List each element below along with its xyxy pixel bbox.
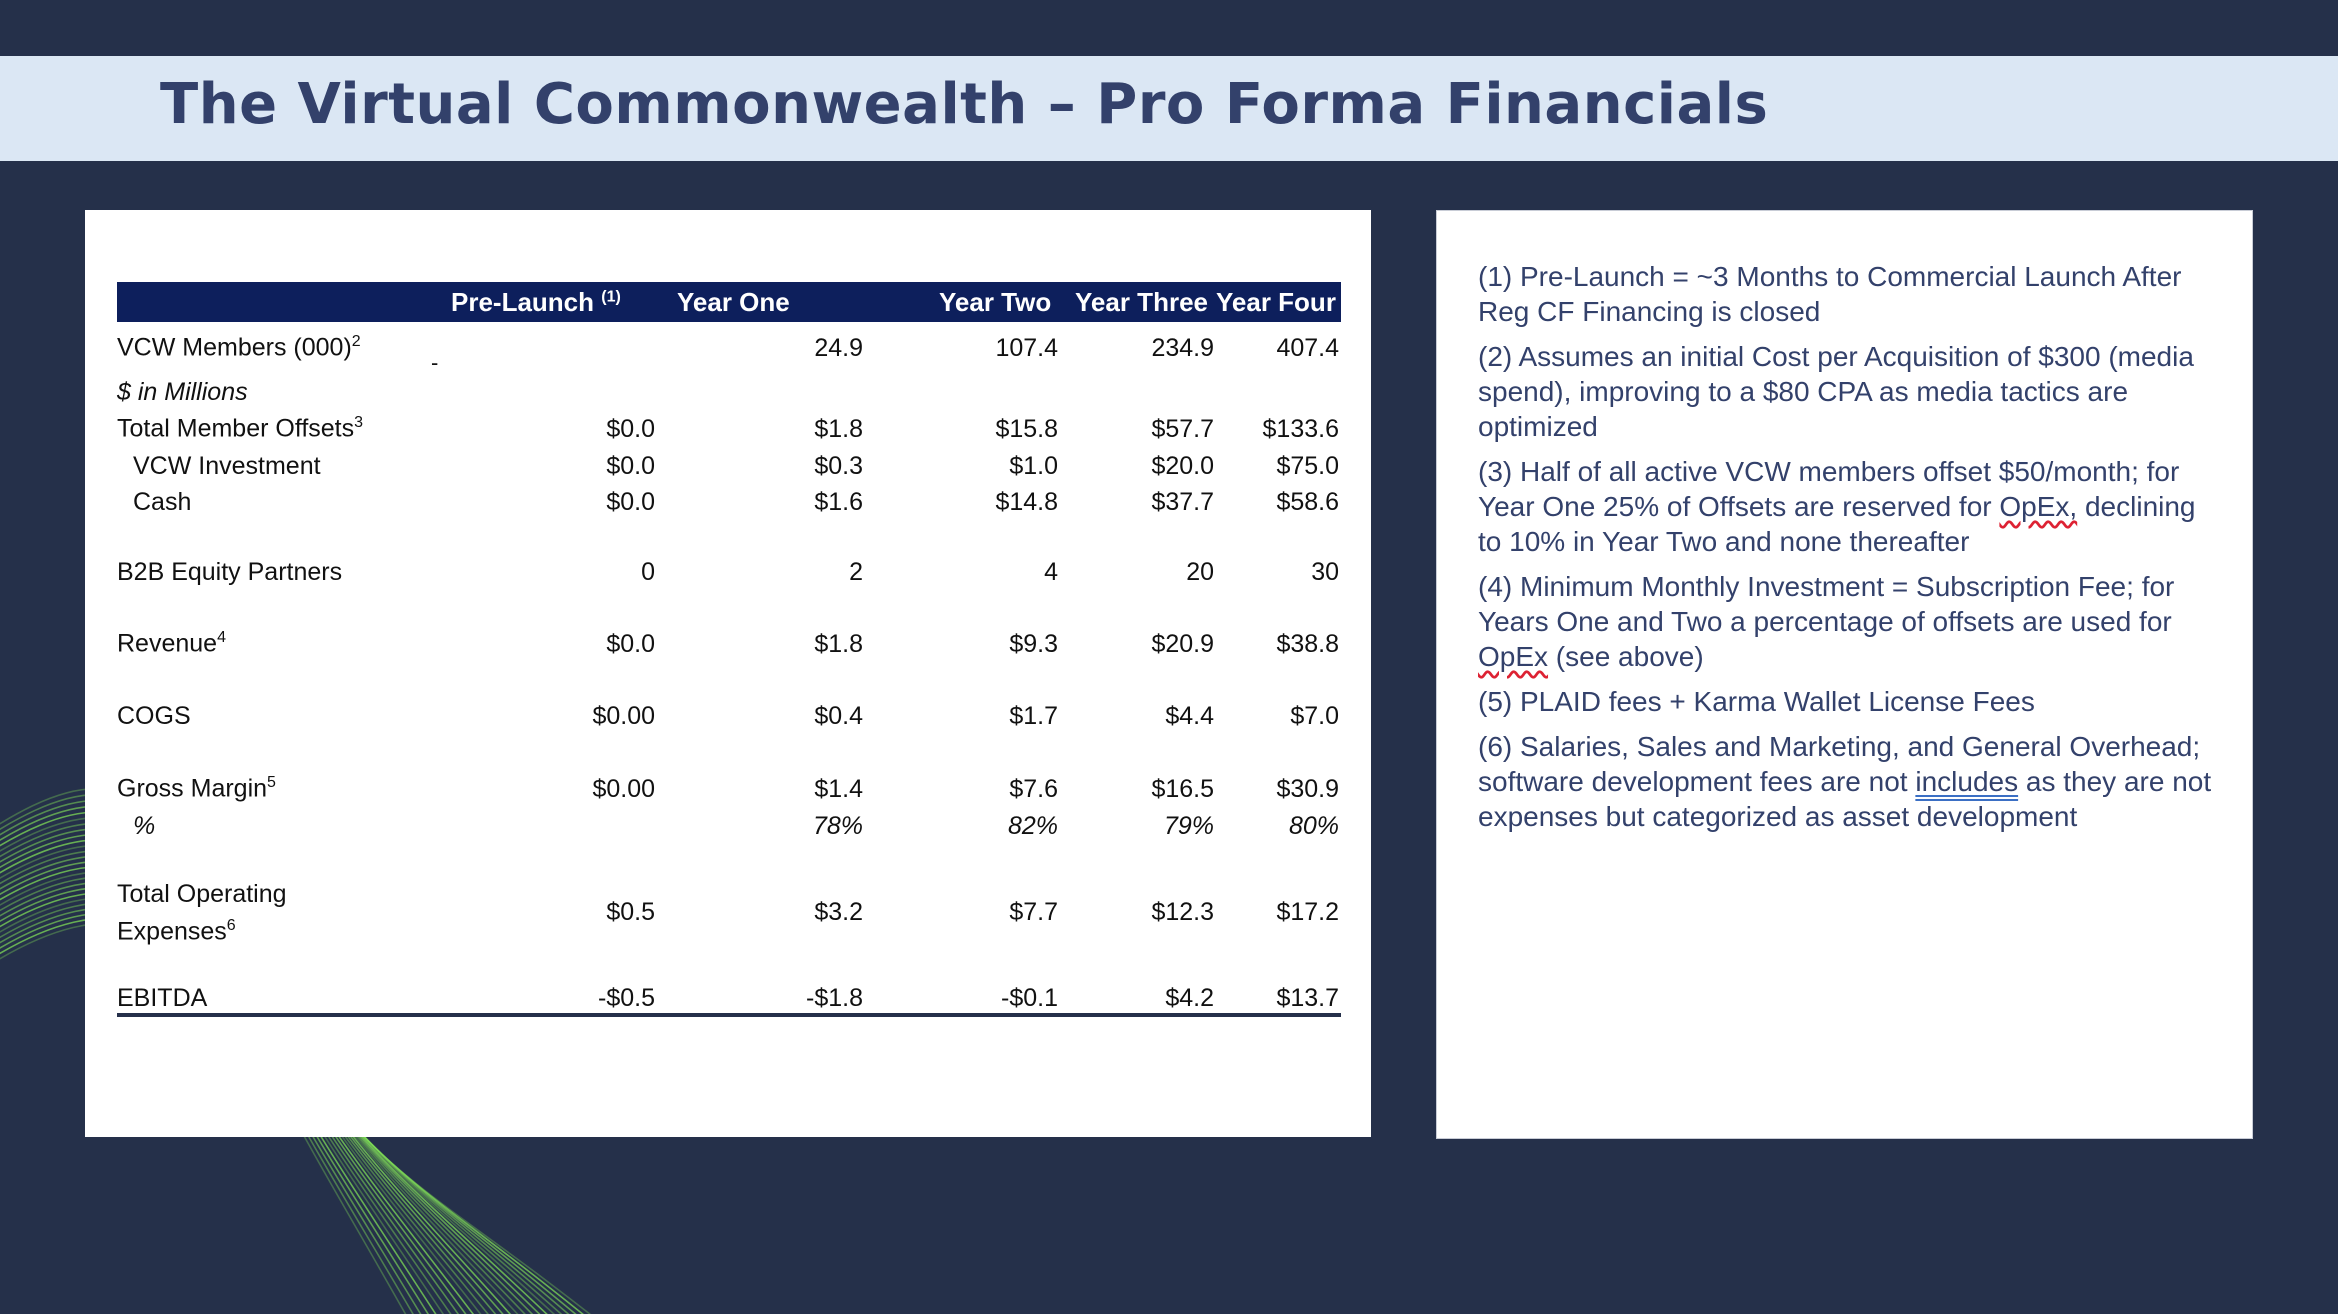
cell-year-three: $16.5 — [1151, 774, 1214, 803]
cell-year-one: $3.2 — [814, 898, 863, 927]
cell-year-three: $4.4 — [1165, 701, 1214, 730]
footnote-5: (5) PLAID fees + Karma Wallet License Fees — [1478, 686, 2035, 717]
table-row — [117, 448, 1341, 484]
grammar-flag[interactable]: includes — [1915, 766, 2019, 797]
table-row — [117, 808, 1341, 844]
footnotes-card — [1436, 210, 2253, 1139]
cell-year-one: $1.4 — [814, 774, 863, 803]
cell-year-two: 107.4 — [995, 333, 1058, 362]
cell-year-three: $20.0 — [1151, 451, 1214, 480]
row-label: EBITDA — [117, 981, 417, 1015]
table-row — [117, 770, 1341, 808]
table-row — [117, 981, 1341, 1015]
cell-pre-launch: 0 — [641, 557, 655, 586]
cell-year-three: 20 — [1186, 557, 1214, 586]
cell-year-three: $37.7 — [1151, 487, 1214, 516]
footnote-4: (4) Minimum Monthly Investment = Subscription Fee; for Years One and Two a percentage of offsets are used for OpEx (see above) — [1478, 571, 2175, 672]
header-year-three: Year Three — [1060, 282, 1216, 322]
footnote-6: (6) Salaries, Sales and Marketing, and General Overhead; software development fees are not includes as they are not expenses but categorized as asset development — [1478, 731, 2212, 832]
row-label: Cash — [133, 487, 192, 516]
title-bar — [0, 56, 2338, 161]
cell-year-four: 407.4 — [1276, 333, 1339, 362]
footnotes-list — [1478, 259, 2218, 844]
cell-year-one: 78% — [812, 811, 863, 840]
row-label: Gross Margin$^5$ — [117, 774, 276, 803]
cell-year-two: -$0.1 — [865, 981, 1060, 1015]
cell-pre-launch: $0.00 — [592, 774, 655, 803]
cell-year-one: 2 — [849, 557, 863, 586]
page-title: The Virtual Commonwealth – Pro Forma Financials — [160, 72, 1769, 137]
cell-year-four: $58.6 — [1276, 487, 1339, 516]
cell-pre-launch: - — [431, 349, 439, 375]
table-row — [117, 322, 1341, 374]
cell-year-two: 82% — [1007, 811, 1058, 840]
spelling-flag[interactable]: OpEx, — [1999, 491, 2078, 522]
cell-year-four: $133.6 — [1262, 414, 1339, 443]
cell-year-four: $13.7 — [1216, 981, 1341, 1015]
row-label: B2B Equity Partners — [117, 557, 343, 586]
cell-year-two: 4 — [1044, 557, 1058, 586]
cell-year-two: $7.7 — [1009, 898, 1058, 927]
cell-pre-launch: $0.5 — [606, 898, 655, 927]
row-label: Revenue$^4$ — [117, 629, 226, 658]
header-pre-launch: Pre-Launch $^{(1)}$ — [417, 282, 657, 322]
pro-forma-table — [117, 282, 1341, 1017]
cell-pre-launch: $0.00 — [592, 701, 655, 730]
header-year-two: Year Two — [865, 282, 1060, 322]
header-label-cell — [117, 282, 417, 322]
table-row — [117, 484, 1341, 520]
cell-year-two: $14.8 — [995, 487, 1058, 516]
cell-pre-launch: $0.0 — [606, 414, 655, 443]
spelling-flag[interactable]: OpEx — [1478, 641, 1549, 672]
cell-year-one: $1.8 — [814, 414, 863, 443]
cell-year-two: $1.7 — [1009, 701, 1058, 730]
table-header-row — [117, 282, 1341, 322]
footnote-1: (1) Pre-Launch = ~3 Months to Commercial Launch After Reg CF Financing is closed — [1478, 261, 2182, 327]
cell-year-two: $9.3 — [1009, 629, 1058, 658]
footnote-3: (3) Half of all active VCW members offset $50/month; for Year One 25% of Offsets are reserved for OpEx, declining to 10% in Year Two and none thereafter — [1478, 456, 2196, 557]
cell-year-four: $30.9 — [1276, 774, 1339, 803]
cell-year-three: $20.9 — [1151, 629, 1214, 658]
row-label: Total Member Offsets$^3$ — [117, 414, 364, 443]
cell-pre-launch: -$0.5 — [417, 981, 657, 1015]
row-label: Total Operating Expenses$^6$ — [117, 880, 287, 946]
table-row — [117, 626, 1341, 662]
table-row — [117, 374, 1341, 410]
cell-year-four: 30 — [1311, 557, 1339, 586]
row-label: VCW Investment — [133, 451, 321, 480]
cell-year-four: $7.0 — [1290, 701, 1339, 730]
cell-year-four: $75.0 — [1276, 451, 1339, 480]
cell-year-three: $12.3 — [1151, 898, 1214, 927]
cell-year-four: $38.8 — [1276, 629, 1339, 658]
cell-year-one: $0.3 — [814, 451, 863, 480]
financials-table-card — [85, 210, 1371, 1137]
cell-pre-launch: $0.0 — [606, 629, 655, 658]
cell-pre-launch: $0.0 — [606, 487, 655, 516]
cell-year-one: $1.6 — [814, 487, 863, 516]
cell-year-three: 234.9 — [1151, 333, 1214, 362]
cell-year-four: $17.2 — [1276, 898, 1339, 927]
row-label: COGS — [117, 701, 191, 730]
cell-year-two: $7.6 — [1009, 774, 1058, 803]
row-label: % — [133, 811, 156, 840]
table-row — [117, 698, 1341, 734]
row-label: VCW Members $(000)^2$ — [117, 333, 361, 362]
cell-year-three: 79% — [1163, 811, 1214, 840]
cell-pre-launch: $0.0 — [606, 451, 655, 480]
table-row — [117, 554, 1341, 590]
header-year-four: Year Four — [1216, 282, 1341, 322]
cell-year-three: $4.2 — [1060, 981, 1216, 1015]
cell-year-three: $57.7 — [1151, 414, 1214, 443]
cell-year-two: $15.8 — [995, 414, 1058, 443]
header-year-one: Year One — [657, 282, 865, 322]
cell-year-one: -$1.8 — [657, 981, 865, 1015]
cell-year-one: 24.9 — [814, 333, 863, 362]
table-row — [117, 410, 1341, 448]
cell-year-one: $1.8 — [814, 629, 863, 658]
cell-pre-launch — [417, 808, 657, 844]
cell-year-two: $1.0 — [1009, 451, 1058, 480]
table-row — [117, 878, 1341, 947]
cell-year-one: $0.4 — [814, 701, 863, 730]
footnote-2: (2) Assumes an initial Cost per Acquisition of $300 (media spend), improving to a $80 CPA as media tactics are optimized — [1478, 341, 2194, 442]
cell-year-four: 80% — [1288, 811, 1339, 840]
units-label: $ in Millions — [117, 377, 248, 406]
